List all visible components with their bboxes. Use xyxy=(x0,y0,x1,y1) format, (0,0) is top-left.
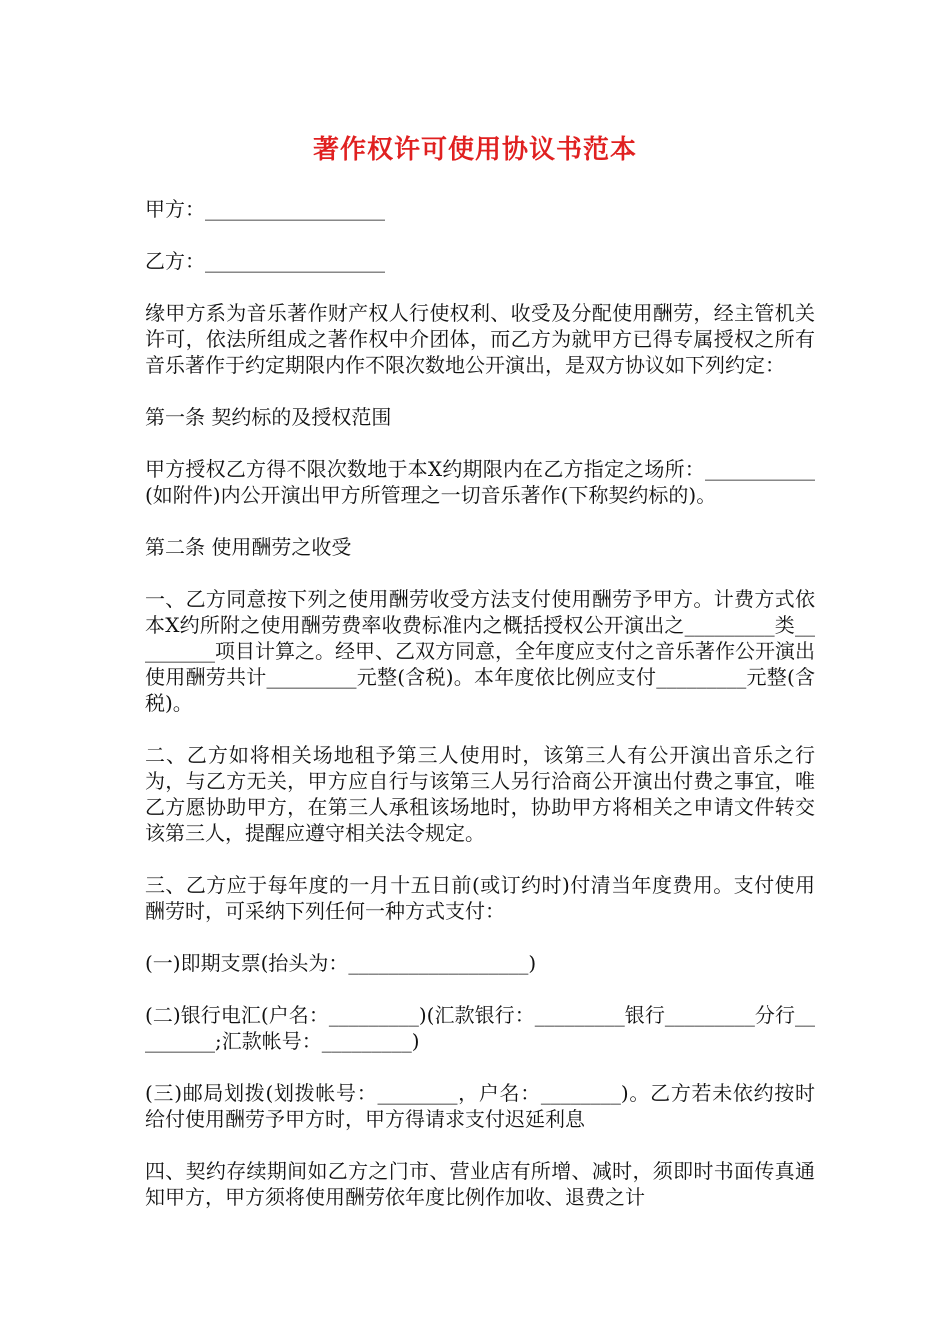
payment-option-postal: (三)邮局划拨(划拨帐号：________，户名：________)。乙方若未依约按时给付使用酬劳予甲方时，甲方得请求支付迟延利息 xyxy=(145,1081,815,1131)
article-2-clause-3: 三、乙方应于每年度的一月十五日前(或订约时)付清当年度费用。支付使用酬劳时，可采纳下列任何一种方式支付： xyxy=(145,873,815,923)
document-title: 著作权许可使用协议书范本 xyxy=(312,135,637,165)
payment-option-check: (一)即期支票(抬头为：__________________) xyxy=(145,951,537,975)
article-1-paragraph: 甲方授权乙方得不限次数地于本X约期限内在乙方指定之场所：___________(如附件)内公开演出甲方所管理之一切音乐著作(下称契约标的)。 xyxy=(145,457,815,507)
document-body xyxy=(145,196,815,1236)
preamble-paragraph: 缘甲方系为音乐著作财产权人行使权利、收受及分配使用酬劳，经主管机关许可，依法所组成之著作权中介团体，而乙方为就甲方已得专属授权之所有音乐著作于约定期限内作不限次数地公开演出，是双方协议如下列约定： xyxy=(145,301,815,377)
party-a-line: 甲方：__________________ xyxy=(145,197,385,221)
article-2-clause-2: 二、乙方如将相关场地租予第三人使用时，该第三人有公开演出音乐之行为，与乙方无关，甲方应自行与该第三人另行洽商公开演出付费之事宜，唯乙方愿协助甲方，在第三人承租该场地时，协助甲方将相关之申请文件转交该第三人，提醒应遵守相关法令规定。 xyxy=(145,743,815,845)
article-2-heading: 第二条 使用酬劳之收受 xyxy=(145,535,352,559)
party-b-line: 乙方：__________________ xyxy=(145,249,385,273)
article-2-clause-1: 一、乙方同意按下列之使用酬劳收受方法支付使用酬劳予甲方。计费方式依本X约所附之使用酬劳费率收费标准内之概括授权公开演出之_________类_________项目计算之。经甲、乙双方同意，全年度应支付之音乐著作公开演出使用酬劳共计_________元整(含税)。本年度依比例应支付_________元整(含税)。 xyxy=(145,587,815,715)
article-2-clause-4: 四、契约存续期间如乙方之门市、营业店有所增、减时，须即时书面传真通知甲方，甲方须将使用酬劳依年度比例作加收、退费之计 xyxy=(145,1159,815,1209)
payment-option-wire: (二)银行电汇(户名：_________)(汇款银行：_________银行_________分行_________;汇款帐号：_________) xyxy=(145,1003,815,1053)
article-1-heading: 第一条 契约标的及授权范围 xyxy=(145,405,392,429)
